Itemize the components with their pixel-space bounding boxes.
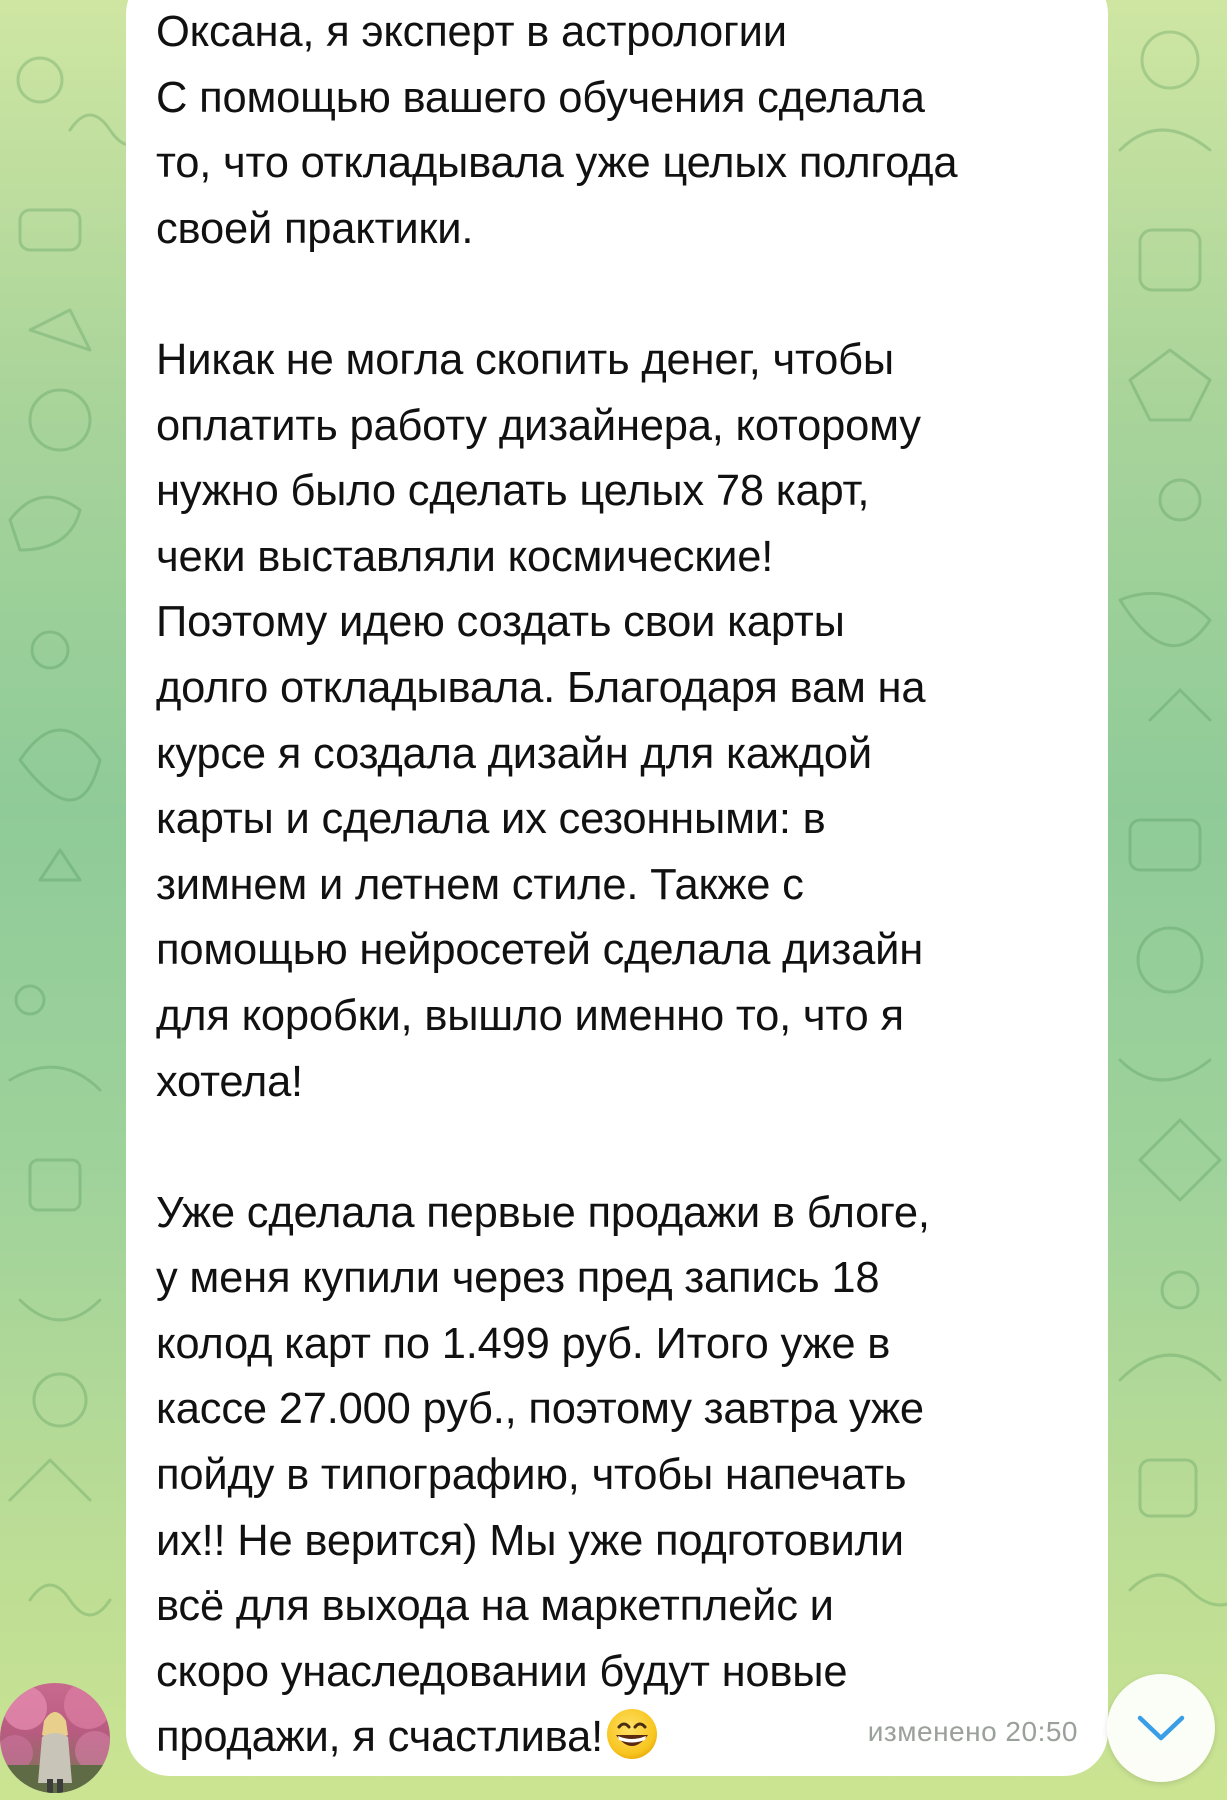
message-text — [156, 0, 1086, 1771]
message-line: нужно было сделать целых 78 карт, — [156, 467, 870, 516]
message-line: Уже сделала первые продажи в блоге, — [156, 1188, 930, 1237]
message-line: зимнем и летнем стиле. Также с — [156, 860, 804, 909]
message-line: чеки выставляли космические! — [156, 532, 774, 581]
user-avatar[interactable] — [0, 1683, 110, 1793]
message-line: своей практики. — [156, 204, 474, 253]
message-line: пойду в типографию, чтобы напечать — [156, 1451, 907, 1500]
message-line: хотела! — [156, 1057, 303, 1106]
chevron-down-icon — [1136, 1713, 1186, 1743]
message-time: 20:50 — [1005, 1716, 1078, 1747]
message-line: их!! Не верится) Мы уже подготовили — [156, 1516, 904, 1565]
message-line: долго откладывала. Благодаря вам на — [156, 663, 926, 712]
message-line: у меня купили через пред запись 18 — [156, 1254, 880, 1303]
message-line: колод карт по 1.499 руб. Итого уже в — [156, 1319, 891, 1368]
message-paragraph-1 — [156, 0, 1086, 262]
message-line: курсе я создала дизайн для каждой — [156, 729, 872, 778]
grinning-face-emoji-icon — [605, 1707, 659, 1761]
paragraph-gap — [156, 262, 1086, 328]
avatar-photo-icon — [0, 1683, 110, 1793]
message-line: помощью нейросетей сделала дизайн — [156, 926, 924, 975]
message-line: карты и сделала их сезонными: в — [156, 795, 826, 844]
message-line: Никак не могла скопить денег, чтобы — [156, 335, 894, 384]
message-paragraph-3 — [156, 1181, 1086, 1771]
message-line: Поэтому идею создать свои карты — [156, 598, 845, 647]
message-bubble[interactable] — [126, 0, 1108, 1776]
message-line: всё для выхода на маркетплейс и — [156, 1582, 834, 1631]
message-paragraph-2 — [156, 328, 1086, 1115]
message-line: Оксана, я эксперт в астрологии — [156, 8, 787, 56]
message-line: то, что откладывала уже целых полгода — [156, 139, 958, 188]
message-line-last: продажи, я счастлива! — [156, 1713, 603, 1762]
message-line: С помощью вашего обучения сделала — [156, 73, 925, 122]
message-line: для коробки, вышло именно то, что я — [156, 991, 904, 1040]
paragraph-gap — [156, 1115, 1086, 1181]
message-line: скоро унаследовании будут новые — [156, 1647, 848, 1696]
message-line: оплатить работу дизайнера, которому — [156, 401, 921, 450]
message-line: кассе 27.000 руб., поэтому завтра уже — [156, 1385, 924, 1434]
edited-label: изменено — [867, 1716, 998, 1747]
message-meta — [868, 1716, 1078, 1748]
scroll-down-button[interactable] — [1107, 1674, 1215, 1782]
